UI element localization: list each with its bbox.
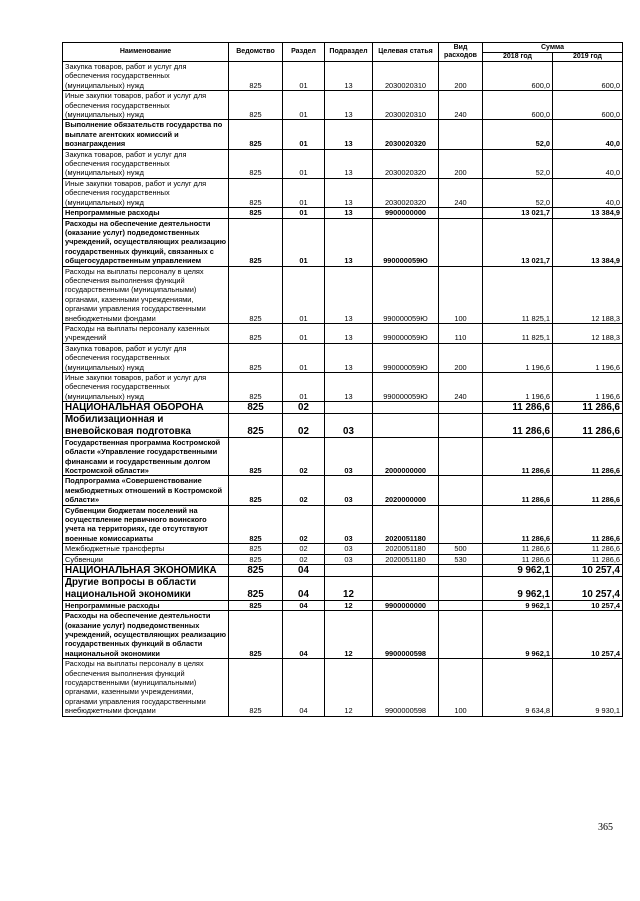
cell-department: 825 <box>229 600 283 610</box>
cell-subsection: 03 <box>325 437 373 476</box>
cell-sum-2018: 9 962,1 <box>483 577 553 600</box>
cell-sum-2019: 12 188,3 <box>553 323 623 343</box>
cell-section: 02 <box>283 554 325 564</box>
cell-section: 02 <box>283 402 325 414</box>
header-sum: Сумма <box>483 43 623 53</box>
cell-sum-2018: 600,0 <box>483 62 553 91</box>
cell-subsection: 13 <box>325 218 373 266</box>
cell-subsection: 13 <box>325 62 373 91</box>
cell-section: 02 <box>283 476 325 505</box>
cell-sum-2019: 10 257,4 <box>553 600 623 610</box>
cell-expense-type: 530 <box>439 554 483 564</box>
header-year-2019: 2019 год <box>553 53 623 62</box>
cell-department: 825 <box>229 373 283 402</box>
cell-section: 04 <box>283 565 325 577</box>
cell-department: 825 <box>229 62 283 91</box>
cell-sum-2018: 11 825,1 <box>483 323 553 343</box>
cell-department: 825 <box>229 414 283 437</box>
cell-subsection: 13 <box>325 91 373 120</box>
cell-target: 2030020320 <box>373 120 439 149</box>
cell-target: 990000059Ю <box>373 218 439 266</box>
cell-name: Выполнение обязательств государства по выплате агентских комиссий и вознаграждения <box>63 120 229 149</box>
cell-name: Субвенции <box>63 554 229 564</box>
cell-sum-2019: 600,0 <box>553 62 623 91</box>
cell-expense-type: 200 <box>439 343 483 372</box>
cell-section: 01 <box>283 91 325 120</box>
table-row <box>63 343 623 372</box>
cell-department: 825 <box>229 437 283 476</box>
cell-section: 04 <box>283 577 325 600</box>
cell-name: Закупка товаров, работ и услуг для обеспечения государственных (муниципальных) нужд <box>63 343 229 372</box>
table-row <box>63 577 623 600</box>
cell-sum-2018: 52,0 <box>483 178 553 207</box>
cell-sum-2019: 10 257,4 <box>553 565 623 577</box>
cell-sum-2019: 11 286,6 <box>553 414 623 437</box>
table-body <box>63 62 623 717</box>
table-row <box>63 323 623 343</box>
cell-target: 9900000598 <box>373 611 439 659</box>
cell-name: Субвенции бюджетам поселений на осуществление первичного воинского учета на территориях, где отсутствуют военные комиссариаты <box>63 505 229 544</box>
cell-name: НАЦИОНАЛЬНАЯ ЭКОНОМИКА <box>63 565 229 577</box>
cell-subsection: 03 <box>325 476 373 505</box>
cell-section: 04 <box>283 600 325 610</box>
cell-target <box>373 577 439 600</box>
page-number: 365 <box>598 822 613 833</box>
cell-target: 990000059Ю <box>373 343 439 372</box>
cell-sum-2019: 11 286,6 <box>553 476 623 505</box>
cell-sum-2018: 11 286,6 <box>483 505 553 544</box>
cell-subsection: 13 <box>325 343 373 372</box>
table-row <box>63 402 623 414</box>
cell-sum-2018: 13 021,7 <box>483 218 553 266</box>
cell-sum-2019: 11 286,6 <box>553 402 623 414</box>
cell-expense-type <box>439 208 483 218</box>
cell-name: Межбюджетные трансферты <box>63 544 229 554</box>
cell-section: 02 <box>283 544 325 554</box>
cell-name: Иные закупки товаров, работ и услуг для обеспечения государственных (муниципальных) нужд <box>63 373 229 402</box>
cell-expense-type: 200 <box>439 62 483 91</box>
table-row <box>63 266 623 323</box>
cell-department: 825 <box>229 218 283 266</box>
cell-sum-2018: 11 286,6 <box>483 476 553 505</box>
cell-target <box>373 402 439 414</box>
cell-section: 04 <box>283 659 325 716</box>
cell-sum-2019: 9 930,1 <box>553 659 623 716</box>
cell-target: 990000059Ю <box>373 266 439 323</box>
cell-expense-type <box>439 120 483 149</box>
cell-sum-2018: 11 286,6 <box>483 554 553 564</box>
cell-section: 01 <box>283 62 325 91</box>
cell-section: 02 <box>283 505 325 544</box>
cell-subsection: 13 <box>325 373 373 402</box>
cell-sum-2019: 1 196,6 <box>553 343 623 372</box>
table-row <box>63 208 623 218</box>
cell-subsection: 13 <box>325 178 373 207</box>
cell-sum-2019: 12 188,3 <box>553 266 623 323</box>
cell-name: Мобилизационная и вневойсковая подготовка <box>63 414 229 437</box>
cell-department: 825 <box>229 565 283 577</box>
cell-department: 825 <box>229 476 283 505</box>
cell-sum-2019: 600,0 <box>553 91 623 120</box>
cell-sum-2019: 13 384,9 <box>553 208 623 218</box>
cell-target: 2020051180 <box>373 554 439 564</box>
cell-sum-2019: 40,0 <box>553 149 623 178</box>
cell-name: Иные закупки товаров, работ и услуг для обеспечения государственных (муниципальных) нужд <box>63 91 229 120</box>
cell-department: 825 <box>229 577 283 600</box>
cell-name: Иные закупки товаров, работ и услуг для обеспечения государственных (муниципальных) нужд <box>63 178 229 207</box>
table-row <box>63 62 623 91</box>
cell-expense-type <box>439 577 483 600</box>
table-row <box>63 373 623 402</box>
cell-name: Расходы на выплаты персоналу казенных учреждений <box>63 323 229 343</box>
cell-target: 2030020320 <box>373 149 439 178</box>
cell-department: 825 <box>229 402 283 414</box>
cell-expense-type: 200 <box>439 149 483 178</box>
table-row <box>63 218 623 266</box>
cell-sum-2019: 11 286,6 <box>553 505 623 544</box>
cell-target: 2000000000 <box>373 437 439 476</box>
budget-table <box>62 42 623 717</box>
cell-department: 825 <box>229 505 283 544</box>
cell-subsection: 12 <box>325 659 373 716</box>
cell-sum-2018: 9 962,1 <box>483 565 553 577</box>
cell-sum-2019: 11 286,6 <box>553 544 623 554</box>
table-header <box>63 43 623 62</box>
cell-department: 825 <box>229 544 283 554</box>
cell-section: 02 <box>283 414 325 437</box>
cell-sum-2019: 11 286,6 <box>553 554 623 564</box>
cell-sum-2018: 11 825,1 <box>483 266 553 323</box>
cell-subsection: 03 <box>325 544 373 554</box>
cell-subsection: 03 <box>325 505 373 544</box>
cell-name: Расходы на обеспечение деятельности (оказание услуг) подведомственных учреждений, осуществляющих реализацию государственных функций, связанных с общегосударственным управлением <box>63 218 229 266</box>
cell-target: 9900000598 <box>373 659 439 716</box>
cell-sum-2019: 11 286,6 <box>553 437 623 476</box>
cell-subsection <box>325 402 373 414</box>
cell-expense-type <box>439 505 483 544</box>
cell-target: 2030020310 <box>373 91 439 120</box>
table-row <box>63 611 623 659</box>
cell-section: 01 <box>283 120 325 149</box>
cell-sum-2018: 9 962,1 <box>483 611 553 659</box>
cell-subsection: 13 <box>325 266 373 323</box>
table-row <box>63 414 623 437</box>
cell-name: Расходы на выплаты персоналу в целях обеспечения выполнения функций государственными (муниципальными) органами, казенными учреждениями, органами управления государственными внебюджетными фондами <box>63 659 229 716</box>
cell-target: 2030020310 <box>373 62 439 91</box>
cell-sum-2018: 11 286,6 <box>483 414 553 437</box>
cell-expense-type <box>439 611 483 659</box>
table-row <box>63 178 623 207</box>
table-row <box>63 600 623 610</box>
cell-department: 825 <box>229 323 283 343</box>
cell-department: 825 <box>229 266 283 323</box>
header-year-2018: 2018 год <box>483 53 553 62</box>
cell-name: Другие вопросы в области национальной экономики <box>63 577 229 600</box>
cell-expense-type <box>439 414 483 437</box>
cell-department: 825 <box>229 149 283 178</box>
cell-section: 01 <box>283 208 325 218</box>
table-row <box>63 544 623 554</box>
cell-target: 990000059Ю <box>373 323 439 343</box>
cell-name: Непрограммные расходы <box>63 600 229 610</box>
cell-sum-2018: 11 286,6 <box>483 544 553 554</box>
cell-department: 825 <box>229 91 283 120</box>
cell-sum-2019: 13 384,9 <box>553 218 623 266</box>
table-row <box>63 91 623 120</box>
cell-subsection: 13 <box>325 208 373 218</box>
cell-name: Закупка товаров, работ и услуг для обеспечения государственных (муниципальных) нужд <box>63 62 229 91</box>
table-row <box>63 120 623 149</box>
cell-section: 01 <box>283 343 325 372</box>
cell-section: 04 <box>283 611 325 659</box>
cell-target: 2030020320 <box>373 178 439 207</box>
cell-target: 2020051180 <box>373 505 439 544</box>
cell-name: Расходы на выплаты персоналу в целях обеспечения выполнения функций государственными (муниципальными) органами, казенными учреждениями, органами управления государственными внебюджетными фондами <box>63 266 229 323</box>
cell-sum-2018: 11 286,6 <box>483 402 553 414</box>
table-row <box>63 149 623 178</box>
cell-name: Государственная программа Костромской области «Управление государственными финансами и государственным долгом Костромской области» <box>63 437 229 476</box>
cell-expense-type: 500 <box>439 544 483 554</box>
cell-department: 825 <box>229 611 283 659</box>
cell-subsection: 13 <box>325 120 373 149</box>
cell-sum-2018: 52,0 <box>483 149 553 178</box>
cell-section: 01 <box>283 266 325 323</box>
cell-target: 2020051180 <box>373 544 439 554</box>
cell-subsection: 03 <box>325 554 373 564</box>
cell-expense-type: 240 <box>439 91 483 120</box>
cell-sum-2019: 40,0 <box>553 120 623 149</box>
cell-sum-2018: 1 196,6 <box>483 343 553 372</box>
cell-subsection <box>325 565 373 577</box>
cell-subsection: 13 <box>325 149 373 178</box>
cell-sum-2018: 9 962,1 <box>483 600 553 610</box>
cell-subsection: 12 <box>325 600 373 610</box>
cell-expense-type: 240 <box>439 178 483 207</box>
cell-sum-2018: 11 286,6 <box>483 437 553 476</box>
cell-expense-type <box>439 218 483 266</box>
cell-department: 825 <box>229 120 283 149</box>
cell-sum-2018: 52,0 <box>483 120 553 149</box>
cell-target <box>373 565 439 577</box>
cell-target: 990000059Ю <box>373 373 439 402</box>
cell-section: 02 <box>283 437 325 476</box>
cell-section: 01 <box>283 323 325 343</box>
cell-sum-2018: 13 021,7 <box>483 208 553 218</box>
cell-expense-type <box>439 565 483 577</box>
table-row <box>63 554 623 564</box>
cell-expense-type: 240 <box>439 373 483 402</box>
table-row <box>63 659 623 716</box>
cell-section: 01 <box>283 149 325 178</box>
header-target: Целевая статья <box>373 43 439 62</box>
cell-subsection: 12 <box>325 611 373 659</box>
cell-subsection: 03 <box>325 414 373 437</box>
cell-department: 825 <box>229 659 283 716</box>
table-row <box>63 437 623 476</box>
cell-expense-type <box>439 437 483 476</box>
cell-target: 9900000000 <box>373 600 439 610</box>
cell-sum-2019: 10 257,4 <box>553 611 623 659</box>
cell-expense-type <box>439 476 483 505</box>
cell-sum-2018: 600,0 <box>483 91 553 120</box>
cell-name: Закупка товаров, работ и услуг для обеспечения государственных (муниципальных) нужд <box>63 149 229 178</box>
cell-section: 01 <box>283 373 325 402</box>
cell-subsection: 13 <box>325 323 373 343</box>
cell-expense-type <box>439 402 483 414</box>
cell-sum-2019: 1 196,6 <box>553 373 623 402</box>
cell-section: 01 <box>283 218 325 266</box>
cell-name: Расходы на обеспечение деятельности (оказание услуг) подведомственных учреждений, осуществляющих реализацию государственных функций в области национальной экономики <box>63 611 229 659</box>
cell-expense-type: 110 <box>439 323 483 343</box>
cell-department: 825 <box>229 343 283 372</box>
cell-target <box>373 414 439 437</box>
cell-target: 9900000000 <box>373 208 439 218</box>
cell-expense-type <box>439 600 483 610</box>
cell-department: 825 <box>229 208 283 218</box>
cell-department: 825 <box>229 554 283 564</box>
cell-name: НАЦИОНАЛЬНАЯ ОБОРОНА <box>63 402 229 414</box>
header-subsection: Подраздел <box>325 43 373 62</box>
header-section: Раздел <box>283 43 325 62</box>
cell-expense-type: 100 <box>439 659 483 716</box>
cell-sum-2019: 10 257,4 <box>553 577 623 600</box>
header-expense-type: Вид расходов <box>439 43 483 62</box>
cell-expense-type: 100 <box>439 266 483 323</box>
header-department: Ведомство <box>229 43 283 62</box>
cell-sum-2018: 9 634,8 <box>483 659 553 716</box>
cell-sum-2019: 40,0 <box>553 178 623 207</box>
table-row <box>63 476 623 505</box>
cell-target: 2020000000 <box>373 476 439 505</box>
cell-subsection: 12 <box>325 577 373 600</box>
header-name: Наименование <box>63 43 229 62</box>
cell-section: 01 <box>283 178 325 207</box>
cell-name: Подпрограмма «Совершенствование межбюджетных отношений в Костромской области» <box>63 476 229 505</box>
cell-department: 825 <box>229 178 283 207</box>
cell-sum-2018: 1 196,6 <box>483 373 553 402</box>
table-row <box>63 505 623 544</box>
table-row <box>63 565 623 577</box>
cell-name: Непрограммные расходы <box>63 208 229 218</box>
